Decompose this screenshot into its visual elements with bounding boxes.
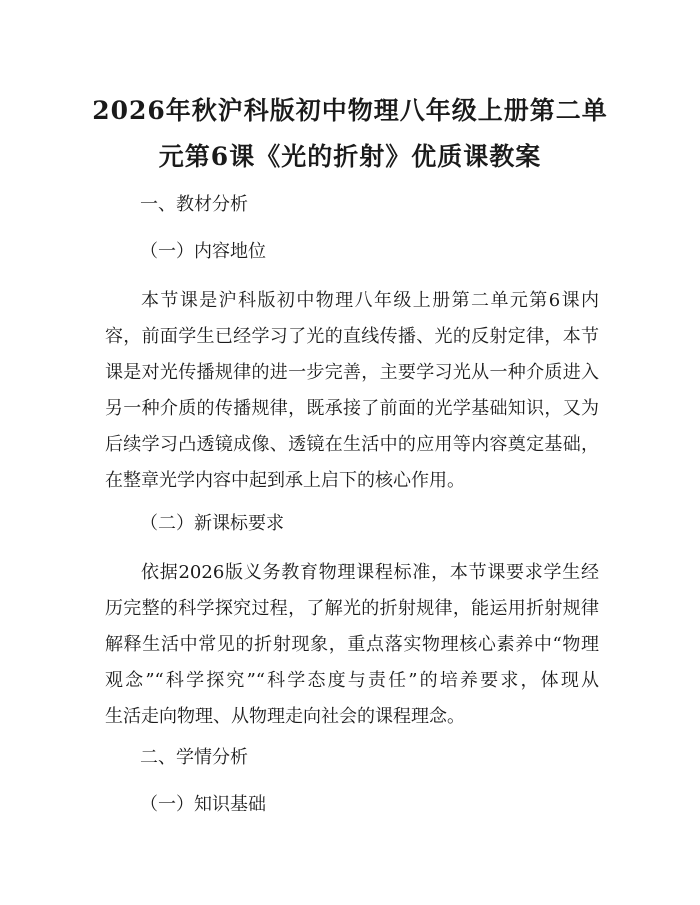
paragraph-line: 历完整的科学探究过程，了解光的折射规律，能运用折射规律 <box>105 598 599 619</box>
paragraph-curriculum-standard <box>105 555 599 735</box>
section-heading-textbook-analysis: 一、教材分析 <box>140 194 248 215</box>
paragraph-line: 在整章光学内容中起到承上启下的核心作用。 <box>105 470 465 491</box>
subsection-heading-knowledge-base: （一）知识基础 <box>140 794 266 815</box>
title-line-1: 2026年秋沪科版初中物理八年级上册第二单 <box>92 96 608 125</box>
paragraph-line: 课是对光传播规律的进一步完善，主要学习光从一种介质进入 <box>105 362 599 383</box>
paragraph-line: 容，前面学生已经学习了光的直线传播、光的反射定律，本节 <box>105 326 599 347</box>
section-heading-learner-analysis: 二、学情分析 <box>140 747 248 768</box>
subsection-heading-curriculum-standard: （二）新课标要求 <box>140 513 284 534</box>
paragraph-line: 观念”“科学探究”“科学态度与责任”的培养要求，体现从 <box>105 670 599 691</box>
document-title <box>70 88 630 180</box>
paragraph-line: 生活走向物理、从物理走向社会的课程理念。 <box>105 706 465 727</box>
paragraph-line: 依据2026版义务教育物理课程标准，本节课要求学生经 <box>141 562 599 583</box>
paragraph-line: 后续学习凸透镜成像、透镜在生活中的应用等内容奠定基础， <box>105 434 599 455</box>
paragraph-content-position <box>105 283 599 499</box>
title-line-2: 元第6课《光的折射》优质课教案 <box>158 142 542 171</box>
paragraph-line: 另一种介质的传播规律，既承接了前面的光学基础知识，又为 <box>105 398 599 419</box>
paragraph-line: 本节课是沪科版初中物理八年级上册第二单元第6课内 <box>141 290 599 311</box>
paragraph-line: 解释生活中常见的折射现象，重点落实物理核心素养中“物理 <box>105 634 599 655</box>
subsection-heading-content-position: （一）内容地位 <box>140 241 266 262</box>
